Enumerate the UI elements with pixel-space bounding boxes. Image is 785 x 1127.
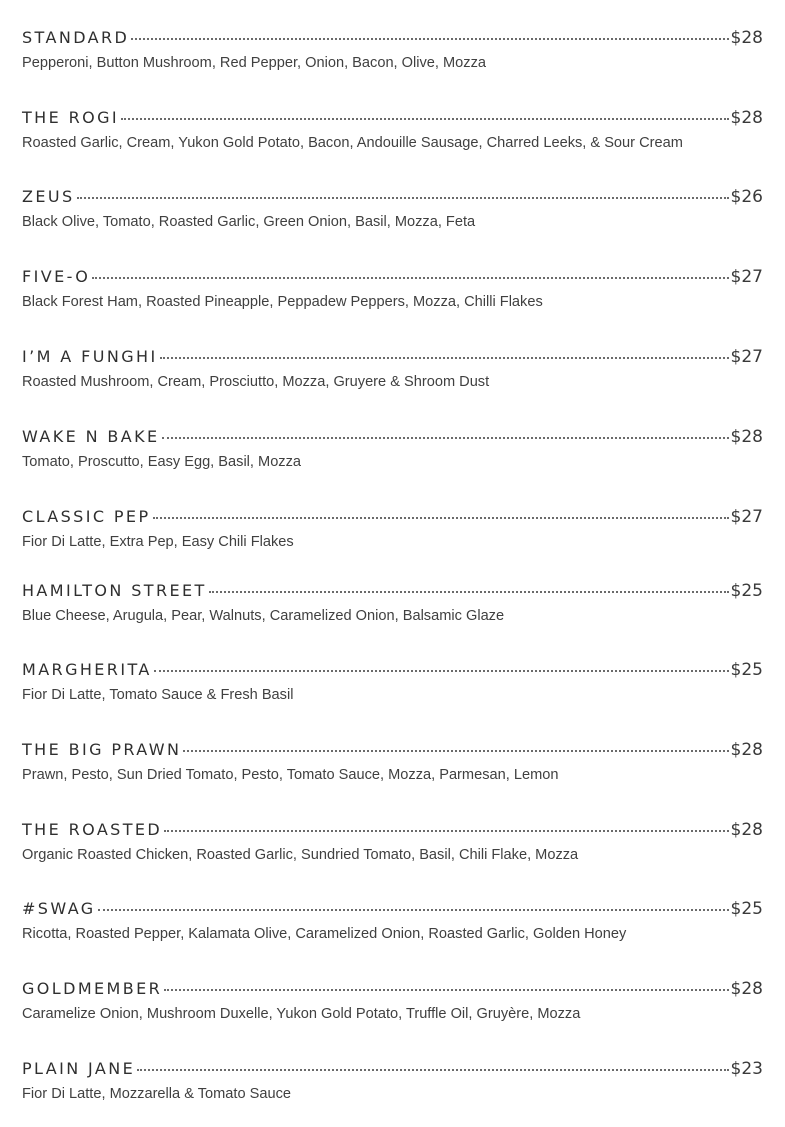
menu-item-header — [22, 267, 763, 289]
menu-item-price: $28 — [730, 979, 763, 999]
menu-item-price: $25 — [730, 660, 763, 680]
menu-item-price: $27 — [730, 347, 763, 367]
menu-item-header — [22, 187, 763, 209]
menu-item-description: Organic Roasted Chicken, Roasted Garlic, Sundried Tomato, Basil, Chili Flake, Mozza — [22, 847, 579, 863]
menu-item-name: THE ROASTED — [22, 820, 163, 839]
dotted-leader — [137, 1069, 728, 1071]
menu-item-description: Blue Cheese, Arugula, Pear, Walnuts, Caramelized Onion, Balsamic Glaze — [22, 608, 505, 624]
menu-item — [22, 820, 763, 863]
menu-item — [22, 740, 763, 783]
menu-item — [22, 28, 763, 71]
dotted-leader — [121, 118, 729, 120]
menu-item — [22, 267, 763, 310]
dotted-leader — [164, 830, 728, 832]
menu-item-description: Tomato, Proscutto, Easy Egg, Basil, Mozza — [22, 454, 302, 470]
menu-item-name: HAMILTON STREET — [22, 581, 207, 600]
menu-item-description: Fior Di Latte, Mozzarella & Tomato Sauce — [22, 1086, 292, 1102]
menu-item-name: STANDARD — [22, 28, 130, 47]
menu-item-header — [22, 347, 763, 369]
menu-item-description: Pepperoni, Button Mushroom, Red Pepper, Onion, Bacon, Olive, Mozza — [22, 55, 487, 71]
menu-item-header — [22, 507, 763, 529]
menu-item — [22, 108, 763, 151]
dotted-leader — [164, 989, 728, 991]
menu-item — [22, 427, 763, 470]
menu-item — [22, 507, 763, 550]
menu-item-price: $28 — [730, 820, 763, 840]
dotted-leader — [160, 357, 729, 359]
menu-item — [22, 1059, 763, 1102]
menu-item-price: $25 — [730, 899, 763, 919]
dotted-leader — [92, 277, 728, 279]
dotted-leader — [77, 197, 729, 199]
menu-item-header — [22, 899, 763, 921]
menu-item-header — [22, 740, 763, 762]
menu-item — [22, 187, 763, 230]
dotted-leader — [153, 517, 729, 519]
menu-item-header — [22, 28, 763, 50]
menu-item-description: Caramelize Onion, Mushroom Duxelle, Yukon Gold Potato, Truffle Oil, Gruyère, Mozza — [22, 1006, 581, 1022]
menu-item-description: Black Olive, Tomato, Roasted Garlic, Green Onion, Basil, Mozza, Feta — [22, 214, 476, 230]
menu-item-price: $28 — [730, 108, 763, 128]
menu-item — [22, 899, 763, 942]
menu-item-header — [22, 427, 763, 449]
menu-item-name: GOLDMEMBER — [22, 979, 163, 998]
dotted-leader — [131, 38, 728, 40]
menu-item-price: $27 — [730, 267, 763, 287]
menu-item-name: THE BIG PRAWN — [22, 740, 182, 759]
menu-item-name: THE ROGI — [22, 108, 120, 127]
menu-item-header — [22, 979, 763, 1001]
menu-item-price: $28 — [730, 427, 763, 447]
menu-item-name: WAKE N BAKE — [22, 427, 160, 446]
menu-item-description: Fior Di Latte, Tomato Sauce & Fresh Basil — [22, 687, 294, 703]
menu-item-description: Prawn, Pesto, Sun Dried Tomato, Pesto, Tomato Sauce, Mozza, Parmesan, Lemon — [22, 767, 559, 783]
dotted-leader — [162, 437, 729, 439]
menu-item-header — [22, 1059, 763, 1081]
menu-item-name: I’M A FUNGHI — [22, 347, 158, 366]
menu-item-price: $25 — [730, 581, 763, 601]
menu-item-header — [22, 820, 763, 842]
menu-item-price: $28 — [730, 740, 763, 760]
menu-item — [22, 581, 763, 624]
menu-item-description: Ricotta, Roasted Pepper, Kalamata Olive, Caramelized Onion, Roasted Garlic, Golden Honey — [22, 926, 627, 942]
menu-item-description: Black Forest Ham, Roasted Pineapple, Peppadew Peppers, Mozza, Chilli Flakes — [22, 294, 543, 310]
menu-item-name: PLAIN JANE — [22, 1059, 136, 1078]
menu-item-description: Roasted Garlic, Cream, Yukon Gold Potato, Bacon, Andouille Sausage, Charred Leeks, & Sour Cream — [22, 135, 683, 151]
menu-item-description: Roasted Mushroom, Cream, Prosciutto, Mozza, Gruyere & Shroom Dust — [22, 374, 490, 390]
dotted-leader — [98, 909, 729, 911]
dotted-leader — [209, 591, 729, 593]
menu-item-name: ZEUS — [22, 187, 75, 206]
menu-item-name: FIVE-O — [22, 267, 91, 286]
menu-item-header — [22, 108, 763, 130]
menu-item-price: $23 — [730, 1059, 763, 1079]
menu-item-header — [22, 660, 763, 682]
dotted-leader — [183, 750, 728, 752]
menu-item — [22, 347, 763, 390]
menu-item-name: MARGHERITA — [22, 660, 152, 679]
menu-item-header — [22, 581, 763, 603]
menu-item-price: $27 — [730, 507, 763, 527]
menu-item-price: $28 — [730, 28, 763, 48]
menu-item-description: Fior Di Latte, Extra Pep, Easy Chili Flakes — [22, 534, 294, 550]
menu-item — [22, 979, 763, 1022]
menu-item — [22, 660, 763, 703]
dotted-leader — [154, 670, 729, 672]
menu-item-price: $26 — [730, 187, 763, 207]
menu-item-name: #SWAG — [22, 899, 96, 918]
menu-item-name: CLASSIC PEP — [22, 507, 151, 526]
